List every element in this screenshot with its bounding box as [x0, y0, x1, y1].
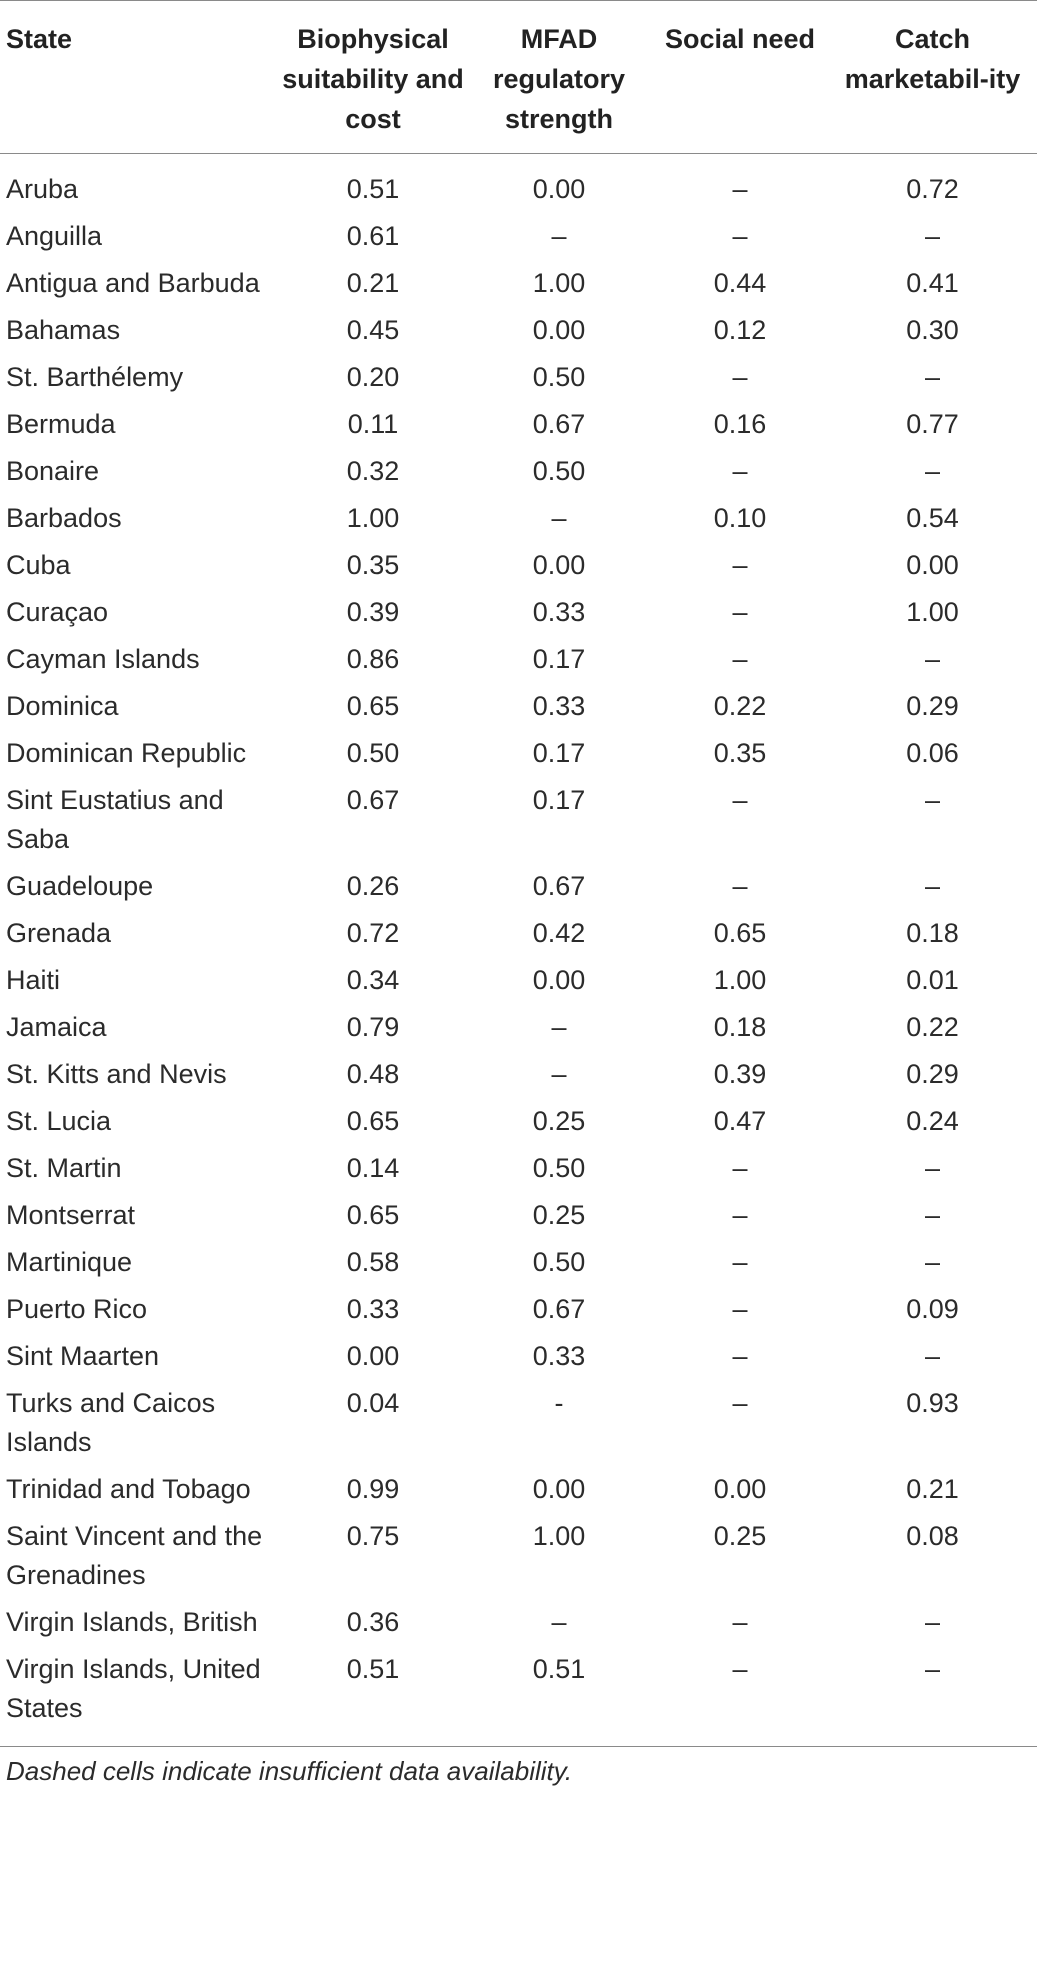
cell-mfad: 0.00 [532, 315, 586, 345]
cell-biophysical: 0.35 [346, 550, 400, 580]
cell-social-need: – [732, 785, 748, 815]
cell-biophysical: 0.58 [346, 1247, 400, 1277]
table-row [0, 448, 1037, 495]
cell-social-need: – [732, 1200, 748, 1230]
cell-catch-marketability: – [924, 1341, 941, 1371]
cell-catch-marketability: 1.00 [906, 597, 959, 627]
cell-catch-marketability: 0.09 [906, 1294, 959, 1324]
table-row [0, 683, 1037, 730]
cell-catch-marketability: 0.06 [906, 738, 959, 768]
cell-state: Trinidad and Tobago [6, 1474, 251, 1504]
cell-state: Virgin Islands, British [6, 1607, 258, 1637]
cell-social-need: – [732, 362, 748, 392]
cell-catch-marketability: 0.21 [906, 1474, 959, 1504]
cell-mfad: 0.00 [532, 965, 586, 995]
table-row [0, 1098, 1037, 1145]
header-social-need: Social need [652, 1, 828, 154]
cell-mfad: 0.42 [532, 918, 586, 948]
table-row [0, 213, 1037, 260]
cell-social-need: – [732, 1153, 748, 1183]
cell-catch-marketability: 0.30 [906, 315, 959, 345]
cell-mfad: 0.00 [532, 1474, 586, 1504]
table-row [0, 863, 1037, 910]
cell-biophysical: 0.39 [346, 597, 400, 627]
cell-catch-marketability: 0.00 [906, 550, 959, 580]
cell-catch-marketability: 0.18 [906, 918, 959, 948]
cell-catch-marketability: 0.54 [906, 503, 959, 533]
cell-catch-marketability: – [924, 871, 941, 901]
cell-social-need: – [732, 871, 748, 901]
cell-social-need: 0.12 [713, 315, 767, 345]
cell-biophysical: 0.14 [346, 1153, 400, 1183]
cell-social-need: 0.35 [713, 738, 767, 768]
cell-mfad: 0.50 [532, 1153, 586, 1183]
cell-catch-marketability: 0.72 [906, 174, 959, 204]
cell-mfad: - [554, 1388, 564, 1418]
table-row [0, 777, 1037, 863]
cell-biophysical: 0.72 [346, 918, 400, 948]
table-row [0, 589, 1037, 636]
cell-state: Sint Eustatius and Saba [6, 785, 224, 854]
table-row [0, 495, 1037, 542]
cell-biophysical: 0.79 [346, 1012, 400, 1042]
cell-catch-marketability: 0.08 [906, 1521, 959, 1551]
cell-catch-marketability: 0.41 [906, 268, 959, 298]
cell-social-need: 0.18 [713, 1012, 767, 1042]
cell-state: Dominica [6, 691, 119, 721]
cell-mfad: 0.00 [532, 550, 586, 580]
cell-catch-marketability: – [924, 785, 941, 815]
cell-biophysical: 0.51 [346, 174, 400, 204]
cell-state: Cuba [6, 550, 71, 580]
cell-mfad: 0.17 [532, 738, 586, 768]
cell-state: Montserrat [6, 1200, 136, 1230]
table-header [0, 1, 1037, 154]
cell-state: Jamaica [6, 1012, 107, 1042]
cell-social-need: 0.65 [713, 918, 767, 948]
table-row [0, 401, 1037, 448]
cell-catch-marketability: 0.24 [906, 1106, 959, 1136]
cell-state: Haiti [6, 965, 61, 995]
cell-mfad: 0.00 [532, 174, 586, 204]
header-biophysical-suitability: Biophysical suitability and cost [280, 1, 466, 154]
table-row [0, 1513, 1037, 1599]
cell-social-need: – [732, 1294, 748, 1324]
cell-mfad: 0.50 [532, 456, 586, 486]
table-row [0, 1286, 1037, 1333]
cell-mfad: 0.33 [532, 597, 586, 627]
cell-social-need: – [732, 1654, 748, 1684]
cell-state: Barbados [6, 503, 122, 533]
cell-social-need: 1.00 [713, 965, 767, 995]
table-row [0, 730, 1037, 777]
table-row [0, 910, 1037, 957]
cell-mfad: 0.50 [532, 1247, 586, 1277]
cell-biophysical: 0.45 [346, 315, 400, 345]
cell-biophysical: 0.99 [346, 1474, 400, 1504]
cell-biophysical: 0.51 [346, 1654, 400, 1684]
cell-mfad: 0.17 [532, 785, 586, 815]
cell-social-need: 0.47 [713, 1106, 767, 1136]
table-footer [0, 1747, 1037, 1790]
table-row [0, 636, 1037, 683]
table-body [0, 154, 1037, 1747]
cell-mfad: 0.67 [532, 871, 586, 901]
table-row [0, 1004, 1037, 1051]
cell-social-need: 0.00 [713, 1474, 767, 1504]
cell-catch-marketability: – [924, 1654, 941, 1684]
cell-state: Aruba [6, 174, 79, 204]
cell-social-need: – [732, 1607, 748, 1637]
header-row [0, 1, 1037, 154]
cell-catch-marketability: 0.29 [906, 691, 959, 721]
header-state: State [0, 1, 280, 154]
cell-biophysical: 0.48 [346, 1059, 400, 1089]
cell-state: Bonaire [6, 456, 100, 486]
cell-social-need: – [732, 1247, 748, 1277]
table-row [0, 1192, 1037, 1239]
cell-state: Antigua and Barbuda [6, 268, 260, 298]
cell-mfad: 1.00 [532, 268, 586, 298]
cell-state: Saint Vincent and the Grenadines [6, 1521, 263, 1590]
cell-social-need: – [732, 597, 748, 627]
cell-state: Puerto Rico [6, 1294, 148, 1324]
table-row [0, 307, 1037, 354]
cell-mfad: – [551, 503, 567, 533]
header-catch-marketability: Catch marketabil-ity [828, 1, 1037, 154]
cell-biophysical: 0.33 [346, 1294, 400, 1324]
table-row [0, 1051, 1037, 1098]
cell-mfad: 0.17 [532, 644, 586, 674]
cell-mfad: 0.25 [532, 1106, 586, 1136]
cell-state: St. Barthélemy [6, 362, 184, 392]
table-footnote: Dashed cells indicate insufficient data availability. [0, 1747, 1037, 1790]
cell-social-need: – [732, 1341, 748, 1371]
cell-state: St. Lucia [6, 1106, 112, 1136]
table-row [0, 1646, 1037, 1747]
table-row [0, 1239, 1037, 1286]
cell-mfad: – [551, 1059, 567, 1089]
cell-biophysical: 0.26 [346, 871, 400, 901]
cell-social-need: – [732, 221, 748, 251]
cell-social-need: – [732, 550, 748, 580]
cell-state: St. Kitts and Nevis [6, 1059, 227, 1089]
cell-state: Dominican Republic [6, 738, 247, 768]
cell-catch-marketability: – [924, 362, 941, 392]
cell-social-need: – [732, 644, 748, 674]
cell-mfad: – [551, 1607, 567, 1637]
cell-catch-marketability: 0.77 [906, 409, 959, 439]
table-row [0, 354, 1037, 401]
cell-catch-marketability: – [924, 1200, 941, 1230]
cell-biophysical: 0.00 [346, 1341, 400, 1371]
cell-social-need: 0.16 [713, 409, 767, 439]
cell-state: St. Martin [6, 1153, 122, 1183]
table-row [0, 260, 1037, 307]
table-row [0, 542, 1037, 589]
table-row [0, 1333, 1037, 1380]
header-mfad-regulatory-strength: MFAD regulatory strength [466, 1, 652, 154]
cell-mfad: 0.67 [532, 1294, 586, 1324]
table-row [0, 1145, 1037, 1192]
cell-catch-marketability: 0.01 [906, 965, 959, 995]
cell-mfad: 0.50 [532, 362, 586, 392]
cell-biophysical: 0.34 [346, 965, 400, 995]
table-row [0, 1466, 1037, 1513]
cell-social-need: 0.22 [713, 691, 767, 721]
cell-catch-marketability: – [924, 1607, 941, 1637]
cell-social-need: 0.10 [713, 503, 767, 533]
cell-catch-marketability: – [924, 221, 941, 251]
cell-mfad: – [551, 1012, 567, 1042]
cell-social-need: – [732, 456, 748, 486]
cell-biophysical: 0.04 [346, 1388, 400, 1418]
cell-biophysical: 0.20 [346, 362, 400, 392]
cell-mfad: 0.33 [532, 1341, 586, 1371]
cell-biophysical: 0.65 [346, 691, 400, 721]
cell-state: Sint Maarten [6, 1341, 160, 1371]
cell-state: Bahamas [6, 315, 121, 345]
cell-biophysical: 0.86 [346, 644, 400, 674]
cell-catch-marketability: – [924, 644, 941, 674]
cell-mfad: 1.00 [532, 1521, 586, 1551]
cell-state: Anguilla [6, 221, 103, 251]
cell-state: Cayman Islands [6, 644, 200, 674]
cell-social-need: – [732, 1388, 748, 1418]
cell-biophysical: 0.21 [346, 268, 400, 298]
cell-state: Virgin Islands, United States [6, 1654, 261, 1723]
cell-state: Turks and Caicos Islands [6, 1388, 216, 1457]
cell-social-need: – [732, 174, 748, 204]
cell-biophysical: 0.67 [346, 785, 400, 815]
table-row [0, 957, 1037, 1004]
cell-catch-marketability: 0.22 [906, 1012, 959, 1042]
cell-biophysical: 0.65 [346, 1106, 400, 1136]
cell-biophysical: 0.32 [346, 456, 400, 486]
cell-catch-marketability: – [924, 1153, 941, 1183]
cell-mfad: 0.33 [532, 691, 586, 721]
cell-social-need: 0.25 [713, 1521, 767, 1551]
cell-catch-marketability: – [924, 1247, 941, 1277]
table-row [0, 1380, 1037, 1466]
cell-biophysical: 0.36 [346, 1607, 400, 1637]
table-row [0, 1599, 1037, 1646]
cell-catch-marketability: – [924, 456, 941, 486]
table-row [0, 154, 1037, 214]
cell-catch-marketability: 0.29 [906, 1059, 959, 1089]
cell-biophysical: 0.75 [346, 1521, 400, 1551]
cell-biophysical: 0.11 [347, 409, 399, 439]
cell-mfad: 0.25 [532, 1200, 586, 1230]
cell-biophysical: 1.00 [346, 503, 400, 533]
cell-mfad: 0.51 [532, 1654, 586, 1684]
cell-social-need: 0.44 [713, 268, 767, 298]
cell-state: Curaçao [6, 597, 109, 627]
cell-social-need: 0.39 [713, 1059, 767, 1089]
cell-state: Grenada [6, 918, 112, 948]
cell-biophysical: 0.50 [346, 738, 400, 768]
cell-catch-marketability: 0.93 [906, 1388, 959, 1418]
cell-state: Martinique [6, 1247, 133, 1277]
cell-biophysical: 0.61 [346, 221, 400, 251]
cell-mfad: 0.67 [532, 409, 586, 439]
cell-state: Bermuda [6, 409, 116, 439]
cell-biophysical: 0.65 [346, 1200, 400, 1230]
cell-state: Guadeloupe [6, 871, 154, 901]
cell-mfad: – [551, 221, 567, 251]
